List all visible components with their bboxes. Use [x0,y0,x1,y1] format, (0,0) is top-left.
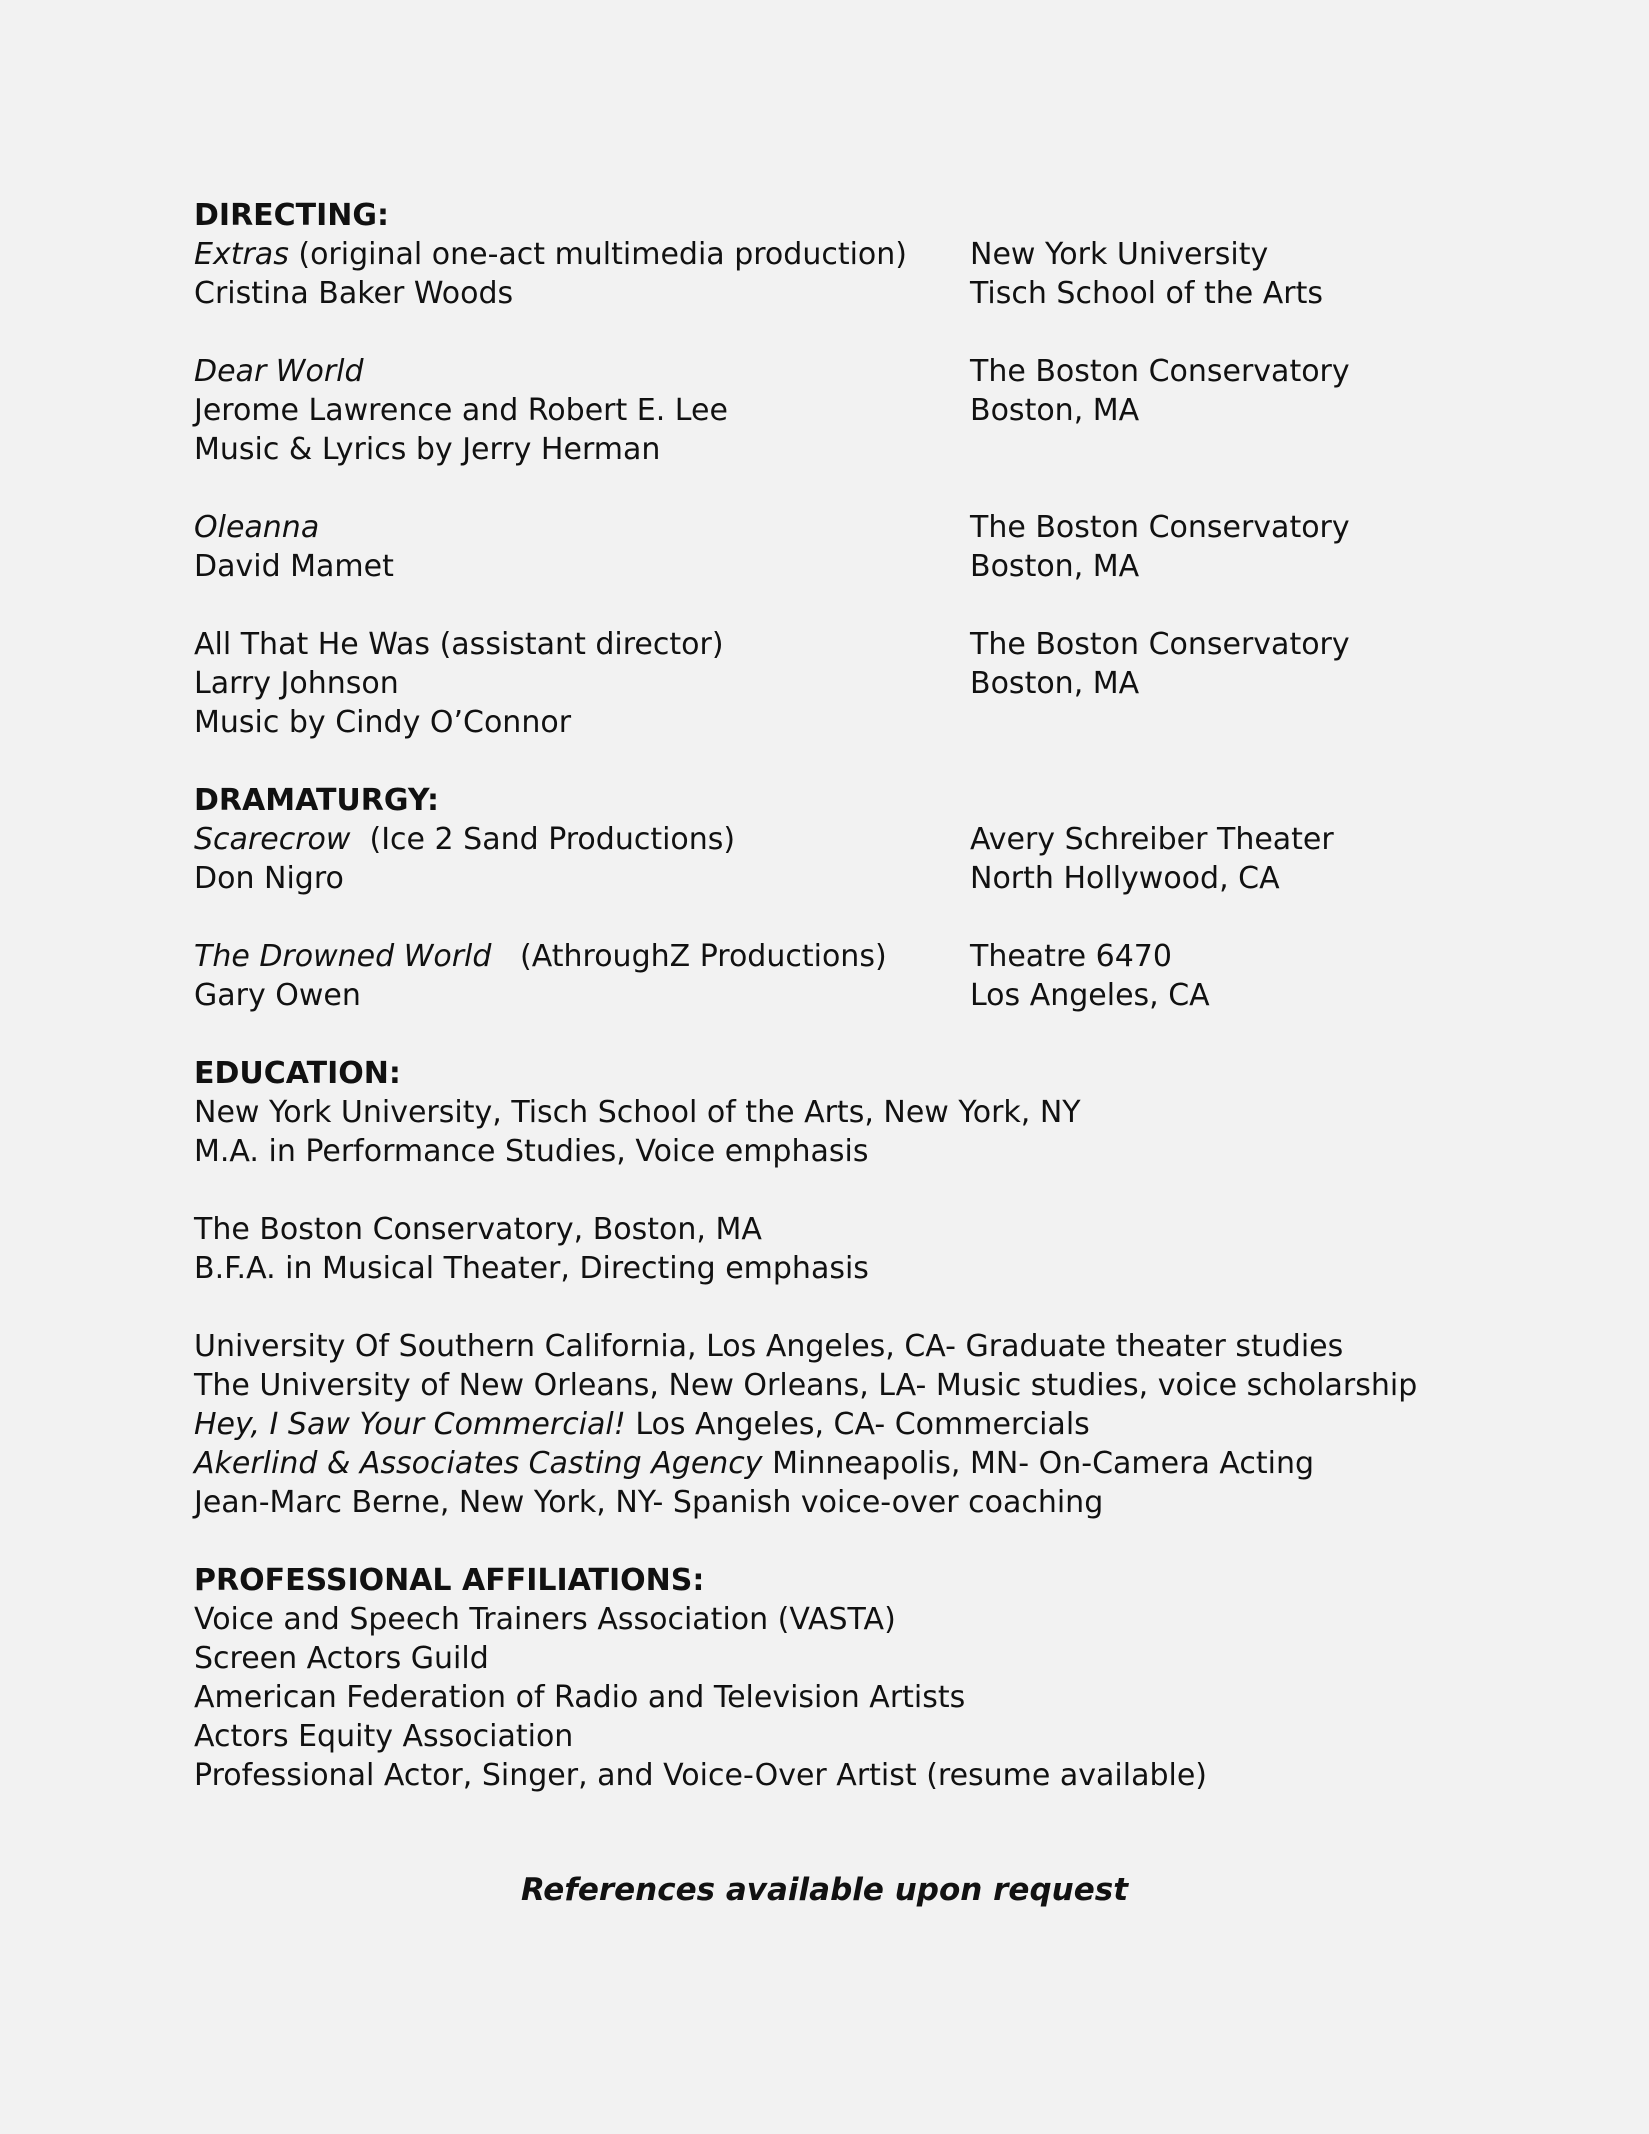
production-title: Scarecrow [194,822,351,857]
production-venue: New York University [970,237,1269,272]
production-venue: Avery Schreiber Theater [970,822,1334,857]
training-detail: Los Angeles, CA- Commercials [625,1407,1090,1442]
production-location: Los Angeles, CA [970,978,1210,1013]
education-school: New York University, Tisch School of the Arts, New York, NY [194,1095,1081,1130]
directing-entry-all-that-he-was [194,625,1494,742]
education-heading: EDUCATION: [194,1056,401,1091]
production-title: Extras [194,237,289,272]
education-degree: B.F.A. in Musical Theater, Directing emphasis [194,1251,869,1286]
references-note: References available upon request [520,1872,1129,1908]
affiliation-item: Screen Actors Guild [194,1641,489,1676]
education-other-item: University Of Southern California, Los Angeles, CA- Graduate theater studies [194,1329,1344,1364]
affiliation-item: American Federation of Radio and Television Artists [194,1680,966,1715]
education-school: The Boston Conservatory, Boston, MA [194,1212,762,1247]
training-detail: Minneapolis, MN- On-Camera Acting [762,1446,1315,1481]
dramaturgy-entry-drowned-world [194,937,1494,1015]
production-note: (original one-act multimedia production) [288,237,908,272]
production-company: (Ice 2 Sand Productions) [350,822,736,857]
production-location: Boston, MA [970,393,1140,428]
training-organization: Akerlind & Associates Casting Agency [194,1446,763,1481]
production-venue: The Boston Conservatory [970,627,1350,662]
education-other-item [194,1444,1494,1483]
production-venue: The Boston Conservatory [970,354,1350,389]
directing-heading: DIRECTING: [194,198,390,233]
production-author: Larry Johnson [194,666,399,701]
entry-title-line [194,235,970,274]
production-venue: Theatre 6470 [970,939,1172,974]
training-organization: Hey, I Saw Your Commercial! [194,1407,626,1442]
directing-entry-extras [194,235,1494,313]
education-other-item: The University of New Orleans, New Orleans, LA- Music studies, voice scholarship [194,1368,1418,1403]
production-author: Don Nigro [194,861,344,896]
affiliation-item: Professional Actor, Singer, and Voice-Over Artist (resume available) [194,1758,1207,1793]
entry-title-line [194,937,970,976]
production-location: Tisch School of the Arts [970,276,1324,311]
production-company: (AthroughZ Productions) [491,939,887,974]
education-degree: M.A. in Performance Studies, Voice emphasis [194,1134,869,1169]
directing-entry-oleanna [194,508,1494,586]
production-music-credit: Music & Lyrics by Jerry Herman [194,432,661,467]
entry-title-line [194,820,970,859]
production-author: David Mamet [194,549,394,584]
production-title: Dear World [194,354,364,389]
production-location: Boston, MA [970,666,1140,701]
production-venue: The Boston Conservatory [970,510,1350,545]
resume-page [194,196,1494,1795]
production-title: All That He Was (assistant director) [194,627,724,662]
education-other-item: Jean-Marc Berne, New York, NY- Spanish voice-over coaching [194,1485,1104,1520]
dramaturgy-entry-scarecrow [194,820,1494,898]
production-title: Oleanna [194,510,320,545]
production-music-credit: Music by Cindy O’Connor [194,705,572,740]
production-location: North Hollywood, CA [970,861,1280,896]
education-other-item [194,1405,1494,1444]
production-author: Gary Owen [194,978,361,1013]
production-location: Boston, MA [970,549,1140,584]
directing-entry-dear-world [194,352,1494,469]
production-author: Cristina Baker Woods [194,276,514,311]
dramaturgy-heading: DRAMATURGY: [194,783,439,818]
production-author: Jerome Lawrence and Robert E. Lee [194,393,728,428]
affiliation-item: Actors Equity Association [194,1719,574,1754]
production-title: The Drowned World [194,939,492,974]
affiliation-item: Voice and Speech Trainers Association (VASTA) [194,1602,896,1637]
affiliations-heading: PROFESSIONAL AFFILIATIONS: [194,1563,705,1598]
